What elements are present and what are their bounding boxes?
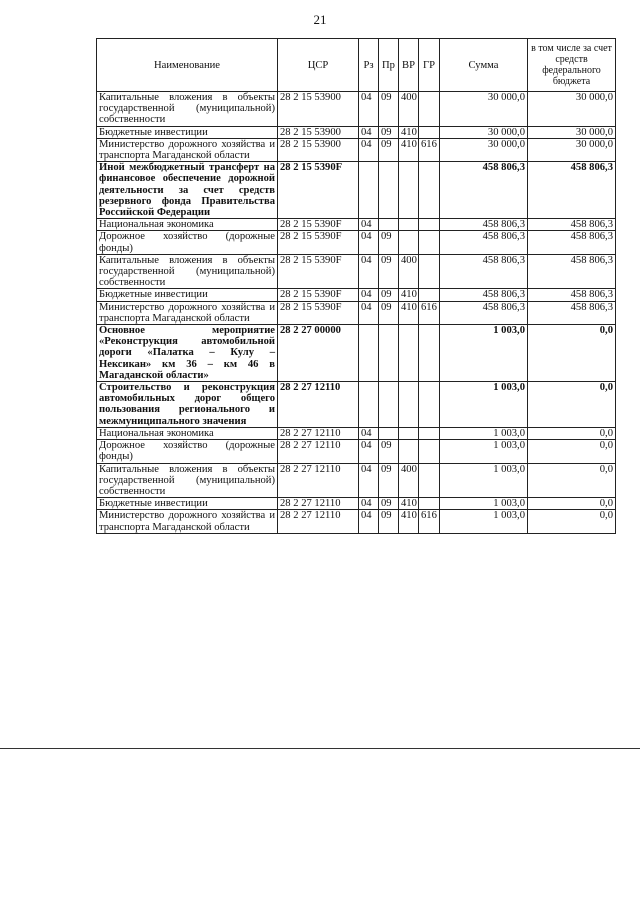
cell-name: Основное мероприятие «Реконструкция автомобильной дороги «Палатка – Кулу – Нексикан» км 36 – км 46 в Магаданской области» — [97, 325, 278, 382]
cell-sum: 1 003,0 — [440, 440, 528, 463]
cell-vr: 410 — [399, 301, 419, 324]
cell-federal: 0,0 — [528, 463, 616, 498]
cell-name: Министерство дорожного хозяйства и транспорта Магаданской области — [97, 301, 278, 324]
cell-federal: 458 806,3 — [528, 219, 616, 231]
cell-csr: 28 2 15 5390F — [278, 301, 359, 324]
cell-vr — [399, 219, 419, 231]
cell-vr — [399, 440, 419, 463]
cell-rz: 04 — [359, 301, 379, 324]
table-row — [97, 463, 616, 498]
cell-rz: 04 — [359, 231, 379, 254]
table-row — [97, 427, 616, 439]
header-rz: Рз — [359, 39, 379, 92]
cell-gr: 616 — [419, 301, 440, 324]
budget-table — [96, 38, 616, 534]
cell-sum: 30 000,0 — [440, 92, 528, 127]
cell-name: Бюджетные инвестиции — [97, 126, 278, 138]
cell-name: Национальная экономика — [97, 219, 278, 231]
cell-federal: 0,0 — [528, 325, 616, 382]
cell-federal: 30 000,0 — [528, 126, 616, 138]
table-row — [97, 219, 616, 231]
cell-gr — [419, 498, 440, 510]
cell-rz: 04 — [359, 219, 379, 231]
cell-rz — [359, 162, 379, 219]
cell-sum: 1 003,0 — [440, 498, 528, 510]
cell-name: Министерство дорожного хозяйства и транспорта Магаданской области — [97, 510, 278, 533]
cell-csr: 28 2 15 53900 — [278, 126, 359, 138]
header-pr: Пр — [379, 39, 399, 92]
cell-sum: 458 806,3 — [440, 254, 528, 289]
header-gr: ГР — [419, 39, 440, 92]
cell-pr: 09 — [379, 126, 399, 138]
table-body — [97, 92, 616, 534]
cell-csr: 28 2 27 00000 — [278, 325, 359, 382]
cell-gr — [419, 92, 440, 127]
cell-rz: 04 — [359, 498, 379, 510]
table-row — [97, 231, 616, 254]
footer-divider — [0, 748, 640, 749]
cell-gr: 616 — [419, 510, 440, 533]
table-row — [97, 254, 616, 289]
cell-rz: 04 — [359, 254, 379, 289]
cell-csr: 28 2 27 12110 — [278, 510, 359, 533]
cell-csr: 28 2 27 12110 — [278, 498, 359, 510]
cell-vr — [399, 427, 419, 439]
cell-federal: 458 806,3 — [528, 231, 616, 254]
header-csr: ЦСР — [278, 39, 359, 92]
cell-pr: 09 — [379, 138, 399, 161]
cell-vr: 410 — [399, 138, 419, 161]
cell-pr: 09 — [379, 254, 399, 289]
cell-sum: 1 003,0 — [440, 382, 528, 428]
cell-rz: 04 — [359, 440, 379, 463]
cell-csr: 28 2 15 53900 — [278, 92, 359, 127]
cell-federal: 30 000,0 — [528, 92, 616, 127]
cell-name: Дорожное хозяйство (дорожные фонды) — [97, 440, 278, 463]
cell-federal: 30 000,0 — [528, 138, 616, 161]
cell-pr: 09 — [379, 301, 399, 324]
cell-name: Капитальные вложения в объекты государственной (муниципальной) собственности — [97, 254, 278, 289]
cell-vr: 410 — [399, 126, 419, 138]
cell-gr — [419, 289, 440, 301]
cell-pr — [379, 325, 399, 382]
table-header-row — [97, 39, 616, 92]
cell-vr — [399, 231, 419, 254]
cell-gr — [419, 254, 440, 289]
table-row — [97, 325, 616, 382]
cell-name: Капитальные вложения в объекты государственной (муниципальной) собственности — [97, 92, 278, 127]
cell-federal: 458 806,3 — [528, 162, 616, 219]
cell-gr — [419, 126, 440, 138]
cell-gr — [419, 427, 440, 439]
cell-vr: 400 — [399, 92, 419, 127]
cell-federal: 458 806,3 — [528, 289, 616, 301]
cell-name: Бюджетные инвестиции — [97, 289, 278, 301]
cell-csr: 28 2 15 5390F — [278, 162, 359, 219]
cell-pr — [379, 162, 399, 219]
cell-pr: 09 — [379, 289, 399, 301]
cell-gr — [419, 162, 440, 219]
cell-csr: 28 2 27 12110 — [278, 463, 359, 498]
cell-name: Иной межбюджетный трансферт на финансовое обеспечение дорожной деятельности за счет средств резервного фонда Правительства Российской Федерации — [97, 162, 278, 219]
cell-vr: 410 — [399, 510, 419, 533]
cell-rz: 04 — [359, 427, 379, 439]
cell-sum: 458 806,3 — [440, 219, 528, 231]
cell-csr: 28 2 15 5390F — [278, 289, 359, 301]
cell-csr: 28 2 27 12110 — [278, 440, 359, 463]
cell-pr: 09 — [379, 463, 399, 498]
cell-pr — [379, 427, 399, 439]
cell-name: Министерство дорожного хозяйства и транспорта Магаданской области — [97, 138, 278, 161]
cell-name: Дорожное хозяйство (дорожные фонды) — [97, 231, 278, 254]
cell-rz — [359, 325, 379, 382]
cell-gr — [419, 440, 440, 463]
cell-sum: 458 806,3 — [440, 289, 528, 301]
table-row — [97, 162, 616, 219]
table-row — [97, 138, 616, 161]
header-sum: Сумма — [440, 39, 528, 92]
cell-csr: 28 2 15 5390F — [278, 231, 359, 254]
cell-pr: 09 — [379, 92, 399, 127]
table-row — [97, 126, 616, 138]
table-row — [97, 382, 616, 428]
cell-name: Бюджетные инвестиции — [97, 498, 278, 510]
cell-rz — [359, 382, 379, 428]
cell-pr — [379, 382, 399, 428]
cell-vr: 410 — [399, 289, 419, 301]
cell-rz: 04 — [359, 510, 379, 533]
cell-rz: 04 — [359, 92, 379, 127]
cell-rz: 04 — [359, 138, 379, 161]
cell-sum: 458 806,3 — [440, 231, 528, 254]
cell-sum: 1 003,0 — [440, 325, 528, 382]
table-row — [97, 301, 616, 324]
cell-rz: 04 — [359, 126, 379, 138]
cell-sum: 30 000,0 — [440, 138, 528, 161]
cell-gr — [419, 382, 440, 428]
page-number: 21 — [313, 12, 327, 27]
header-name: Наименование — [97, 39, 278, 92]
cell-federal: 458 806,3 — [528, 254, 616, 289]
cell-sum: 458 806,3 — [440, 301, 528, 324]
cell-sum: 458 806,3 — [440, 162, 528, 219]
cell-federal: 0,0 — [528, 427, 616, 439]
cell-csr: 28 2 27 12110 — [278, 427, 359, 439]
cell-csr: 28 2 15 53900 — [278, 138, 359, 161]
cell-federal: 0,0 — [528, 382, 616, 428]
cell-vr — [399, 382, 419, 428]
header-vr: ВР — [399, 39, 419, 92]
cell-pr: 09 — [379, 510, 399, 533]
cell-gr: 616 — [419, 138, 440, 161]
cell-sum: 1 003,0 — [440, 427, 528, 439]
cell-gr — [419, 231, 440, 254]
cell-name: Национальная экономика — [97, 427, 278, 439]
header-federal: в том числе за счет средств федерального бюджета — [528, 39, 616, 92]
cell-sum: 30 000,0 — [440, 126, 528, 138]
cell-name: Строительство и реконструкция автомобильных дорог общего пользования регионального и межмуниципального значения — [97, 382, 278, 428]
cell-federal: 0,0 — [528, 498, 616, 510]
cell-rz: 04 — [359, 289, 379, 301]
table-row — [97, 440, 616, 463]
cell-gr — [419, 325, 440, 382]
table-row — [97, 289, 616, 301]
cell-gr — [419, 463, 440, 498]
cell-pr: 09 — [379, 231, 399, 254]
cell-pr — [379, 219, 399, 231]
cell-sum: 1 003,0 — [440, 510, 528, 533]
cell-vr — [399, 325, 419, 382]
cell-gr — [419, 219, 440, 231]
cell-pr: 09 — [379, 498, 399, 510]
cell-vr: 400 — [399, 463, 419, 498]
cell-name: Капитальные вложения в объекты государственной (муниципальной) собственности — [97, 463, 278, 498]
table-row — [97, 92, 616, 127]
cell-federal: 458 806,3 — [528, 301, 616, 324]
cell-pr: 09 — [379, 440, 399, 463]
cell-rz: 04 — [359, 463, 379, 498]
cell-vr: 400 — [399, 254, 419, 289]
cell-federal: 0,0 — [528, 510, 616, 533]
cell-csr: 28 2 27 12110 — [278, 382, 359, 428]
table-row — [97, 510, 616, 533]
cell-csr: 28 2 15 5390F — [278, 254, 359, 289]
cell-vr — [399, 162, 419, 219]
table-row — [97, 498, 616, 510]
cell-sum: 1 003,0 — [440, 463, 528, 498]
cell-csr: 28 2 15 5390F — [278, 219, 359, 231]
cell-federal: 0,0 — [528, 440, 616, 463]
cell-vr: 410 — [399, 498, 419, 510]
